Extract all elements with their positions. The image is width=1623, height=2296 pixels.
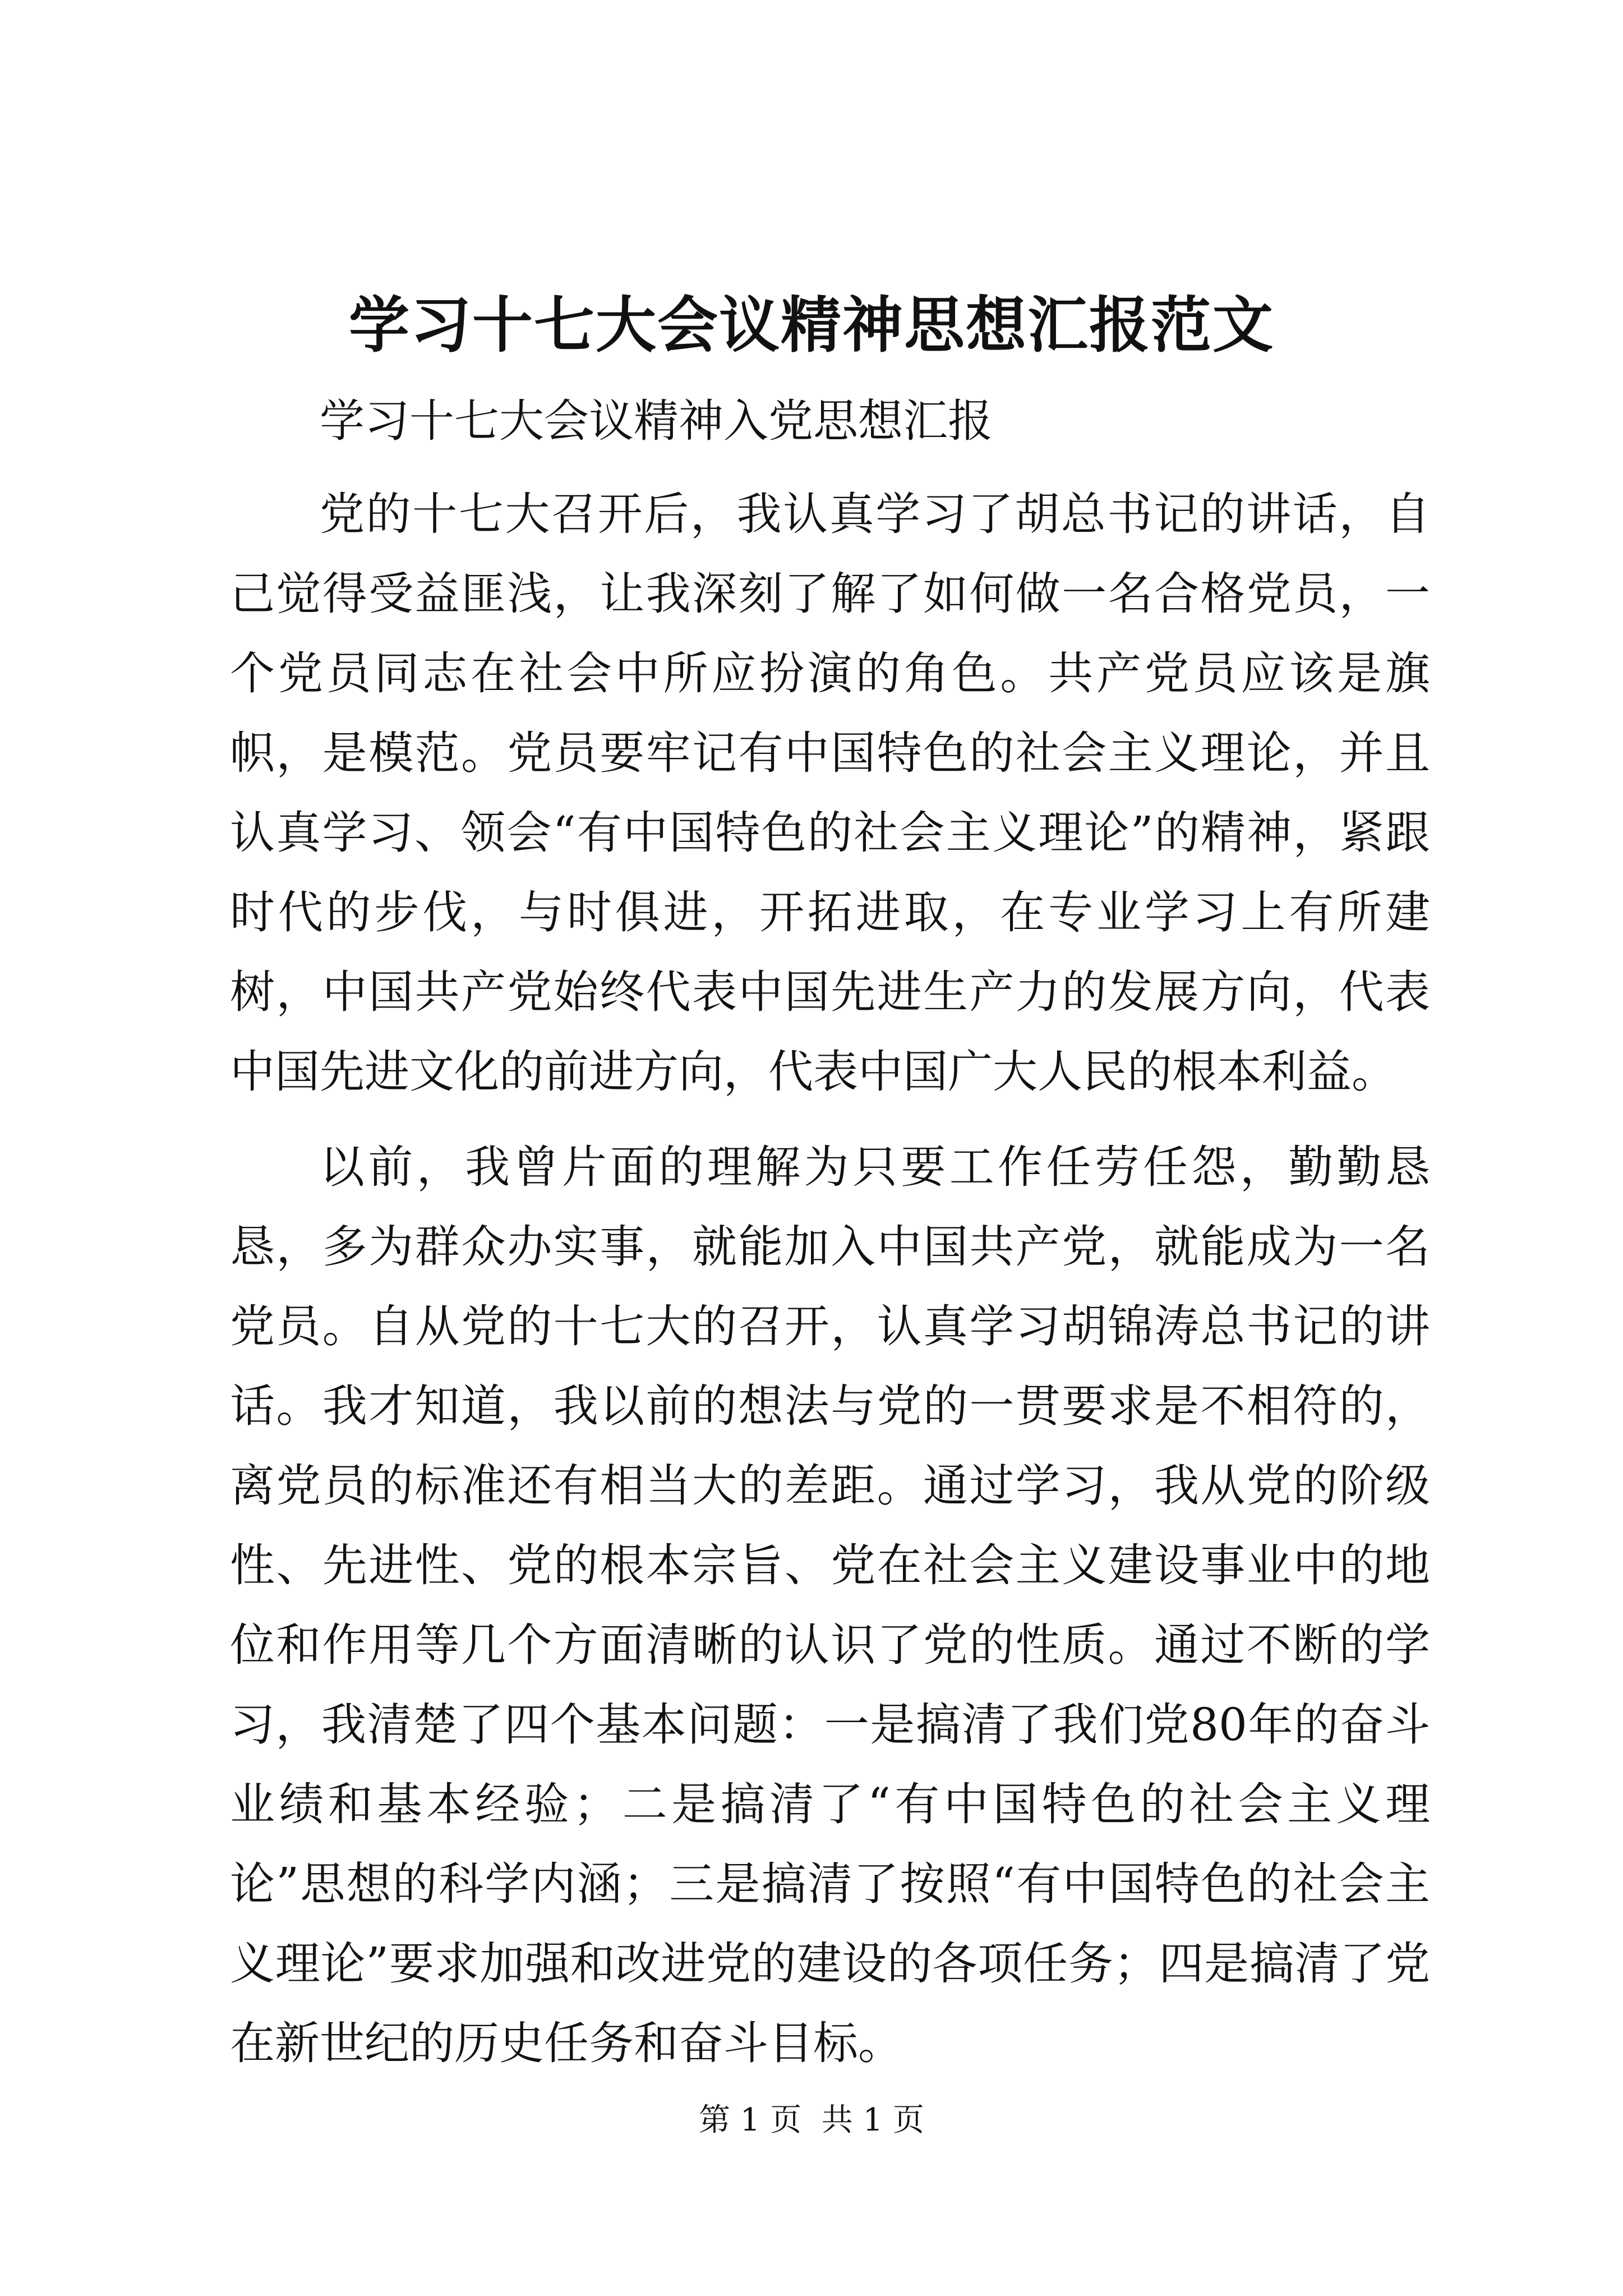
paragraph-2: 以前，我曾片面的理解为只要工作任劳任怨，勤勤恳恳，多为群众办实事，就能加入中国共产党，就能成为一名党员。自从党的十七大的召开，认真学习胡锦涛总书记的讲话。我才知道，我以前的想法与党的一贯要求是不相符的，离党员的标准还有相当大的差距。通过学习，我从党的阶级性、先进性、党的根本宗旨、党在社会主义建设事业中的地位和作用等几个方面清晰的认识了党的性质。通过不断的学习，我清楚了四个基本问题：一是搞清了我们党80年的奋斗业绩和基本经验；二是搞清了“有中国特色的社会主义理论”思想的科学内涵；三是搞清了按照“有中国特色的社会主义理论”要求加强和改进党的建设的各项任务；四是搞清了党在新世纪的历史任务和奋斗目标。 <box>230 1141 1430 2069</box>
document-subtitle: 学习十七大会议精神入党思想汇报 <box>320 395 993 447</box>
page-number-label: 第 1 页 共 1 页 <box>698 2102 925 2138</box>
document-title: 学习十七大会议精神思想汇报范文 <box>348 290 1274 361</box>
paragraph-1: 党的十七大召开后，我认真学习了胡总书记的讲话，自己觉得受益匪浅，让我深刻了解了如何做一名合格党员，一个党员同志在社会中所应扮演的角色。共产党员应该是旗帜，是模范。党员要牢记有中国特色的社会主义理论，并且认真学习、领会“有中国特色的社会主义理论”的精神，紧跟时代的步伐，与时俱进，开拓进取，在专业学习上有所建树，中国共产党始终代表中国先进生产力的发展方向，代表中国先进文化的前进方向，代表中国广大人民的根本利益。 <box>230 488 1430 1098</box>
page-footer <box>0 2098 1623 2143</box>
document-body <box>230 381 1430 2083</box>
